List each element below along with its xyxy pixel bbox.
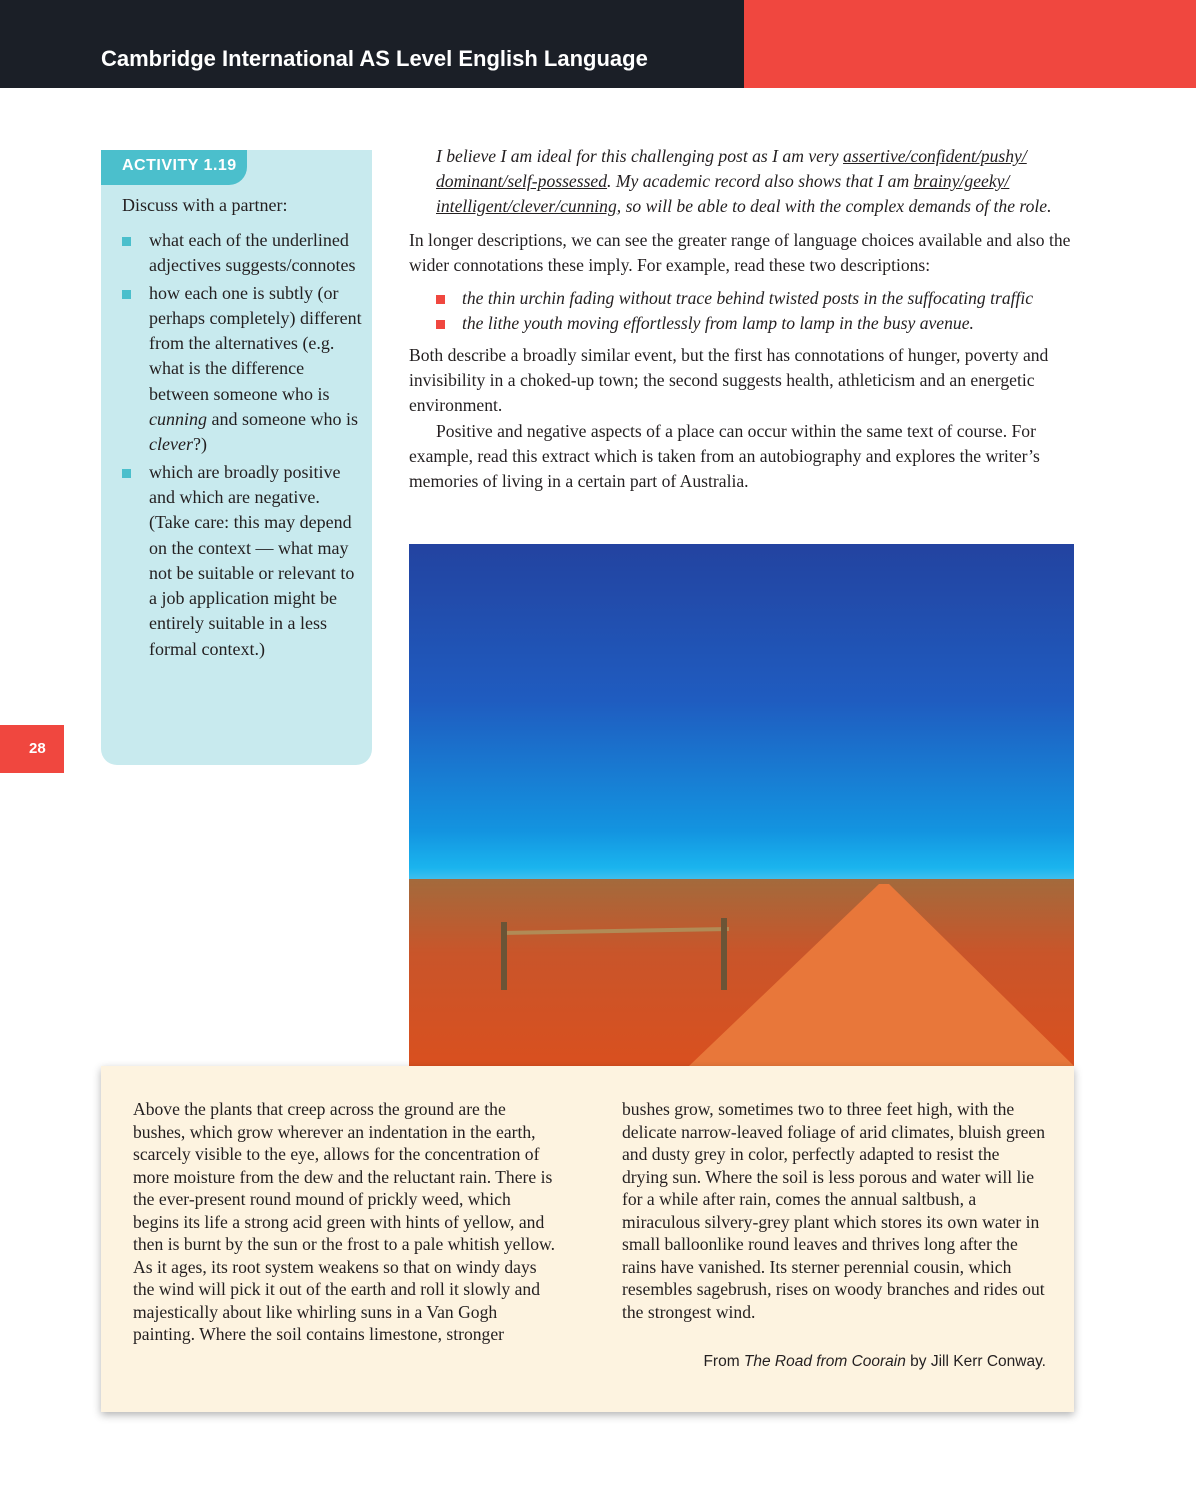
source-text: by Jill Kerr Conway. [905,1353,1046,1370]
fence-post [501,922,507,990]
activity-label: ACTIVITY 1.19 [101,150,247,185]
extract-source [703,1353,1046,1371]
activity-intro: Discuss with a partner: [122,195,288,215]
extract-box [101,1066,1074,1412]
item-text: what each of the underlined adjectives suggests/connotes [149,230,356,276]
paragraph: Positive and negative aspects of a place can occur within the same text of course. For example, read this extract which is taken from an autobiography and explores the writer’s memories of living in a certain part of Australia. [409,420,1040,492]
item-text: which are broadly positive and which are negative. (Take care: this may depend on the context — what may not be suitable or relevant to a job application might be entirely suitable in a less formal context.) [149,461,355,659]
list-item [122,228,362,279]
list-item [436,311,1079,336]
bullet-icon [436,295,445,304]
extract-column-1: Above the plants that creep across the ground are the bushes, which grow wherever an indentation in the earth, scarcely visible to the eye, allows for the concentration of more moisture from the dew and the reluctant rain. There is the ever-present round mound of prickly weed, which begins its life a strong acid green with hints of yellow, and then is burnt by the sun or the frost to a pale whitish yellow. As it ages, its root system weakens so that on windy days the wind will pick it out of the earth and roll it slowly and majestically about like whirling suns in a Van Gogh painting. Where the soil contains limestone, stronger [133,1099,556,1344]
item-emphasis: clever [149,434,193,455]
book-title: Cambridge International AS Level English Language [101,46,648,71]
source-title: The Road from Coorain [743,1353,906,1370]
item-text: and someone who is [207,409,358,430]
item-text: the thin urchin fading without trace behind twisted posts in the suffocating traffic [462,288,1034,309]
activity-list [122,228,362,664]
list-item [122,460,362,662]
activity-box [101,150,372,765]
quote-text: . My academic record also shows that I am [607,171,914,192]
bullet-icon [122,469,131,478]
quote-text: , so will be able to deal with the complex demands of the role. [616,196,1052,217]
list-item [122,281,362,458]
source-text: From [703,1353,744,1370]
extract-column-2: bushes grow, sometimes two to three feet high, with the delicate narrow-leaved foliage of arid climates, bluish green and dusty grey in color, perfectly adapted to resist the drying sun. Where the soil is less porous and water will lie for a while after rain, comes the annual saltbush, a miraculous silvery-grey plant which stores its own water in small balloonlike round leaves and thrives long after the rains have vanished. Its sterner perennial cousin, which resembles sagebrush, rises on woody branches and rides out the strongest wind. [622,1099,1046,1322]
bullet-icon [436,320,445,329]
item-text: how each one is subtly (or perhaps completely) different from the alternatives (e.g. what is the difference between someone who is [149,282,362,404]
underlined-adjectives: assertive/confident/pushy/ dominant/self-possessed [436,146,1027,192]
bullet-icon [122,237,131,246]
item-text: ?) [192,434,207,455]
list-item [436,286,1079,311]
underlined-adjectives: brainy/geeky/ intelligent/clever/cunning [436,171,1010,217]
item-text: the lithe youth moving effortlessly from lamp to lamp in the busy avenue. [462,312,974,333]
example-quote [409,144,1079,220]
header-accent [744,0,1196,88]
item-emphasis: cunning [149,409,207,430]
fence-post [721,918,727,990]
outback-photo [409,544,1074,1066]
page-number: 28 [0,725,64,773]
paragraph: Both describe a broadly similar event, but the first has connotations of hunger, poverty and invisibility in a choked-up town; the second suggests health, athleticism and an energetic environment. [409,345,1049,416]
bullet-icon [122,290,131,299]
quote-text: I believe I am ideal for this challenging post as I am very [436,146,844,166]
main-text [409,144,1079,502]
examples-list [409,286,1079,335]
paragraph: In longer descriptions, we can see the greater range of language choices available and also the wider connotations these imply. For example, read these two descriptions: [409,229,1071,275]
header-bar [0,0,744,88]
